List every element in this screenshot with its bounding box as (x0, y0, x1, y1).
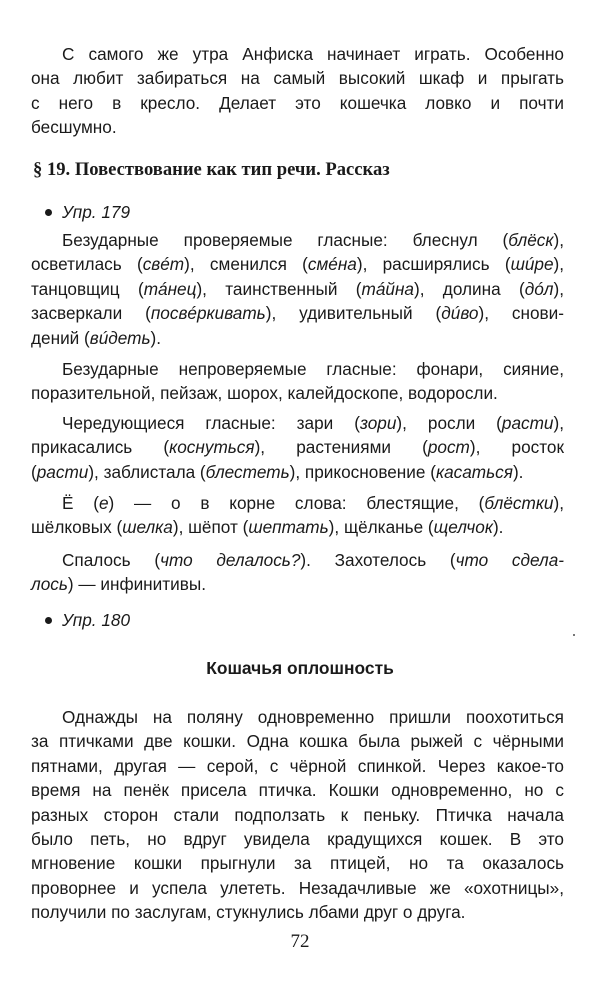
example-word: зори (359, 413, 397, 433)
text-line: за птичками две кошки. Одна кошка была рыжей с чёрными (31, 731, 564, 752)
text-run: ) — о в корне слова: блестящие, ( (108, 493, 485, 513)
answer-paragraph-yo (31, 491, 564, 540)
text-run: ). Захотелось ( (300, 550, 456, 570)
intro-paragraph (31, 42, 564, 140)
text-line (31, 548, 564, 572)
text-run: ), щёлканье ( (328, 517, 434, 538)
example-word: щелчок (433, 517, 493, 538)
story-paragraph (31, 705, 564, 925)
text-line (31, 228, 564, 252)
text-run: ), (553, 254, 565, 275)
text-line (31, 435, 564, 459)
text-run: ), таинственный ( (196, 278, 362, 299)
text-run: ), растениями ( (254, 437, 428, 458)
text-line (31, 252, 564, 276)
page-number: 72 (290, 931, 310, 952)
text-line: пятнами, другая — серой, с чёрной спинкой. Через какое-то (31, 755, 564, 776)
text-run: ), шёпот ( (172, 517, 249, 538)
text-run: поразительной, пейзаж, шорох, калейдоскопе, водоросли. (31, 383, 498, 404)
example-word: тáйна (361, 278, 414, 299)
text-line: бесшумно. (31, 117, 117, 138)
example-word: лось (31, 574, 68, 595)
text-run: ). (492, 517, 504, 538)
text-run: ), заблистала ( (88, 461, 206, 482)
story-title: Кошачья оплошность (206, 658, 394, 678)
text-run: ), долина ( (413, 278, 525, 299)
text-run: ), росток (469, 437, 564, 458)
answer-paragraph-unchecked-vowels (31, 357, 564, 406)
text-line (31, 460, 564, 484)
text-run: ), (553, 230, 564, 250)
text-line (31, 326, 564, 350)
text-line (31, 491, 564, 515)
text-run: ), (553, 278, 564, 299)
text-run: Безударные непроверяемые гласные: фонари, сияние, (62, 359, 564, 379)
answer-paragraph-checked-vowels (31, 228, 564, 350)
text-line: разных сторон стали подползать к пеньку. Птичка начала (31, 804, 564, 825)
text-line: получили по заслугам, стукнулись лбами друг о друга. (31, 902, 466, 923)
text-run: ), снови- (478, 303, 564, 324)
example-word: вúдеть (89, 327, 151, 348)
text-line (31, 357, 564, 381)
section-heading: § 19. Повествование как тип речи. Рассказ (33, 159, 390, 180)
example-word: расти (501, 413, 554, 433)
example-word: что делалось? (160, 550, 301, 570)
text-line (31, 515, 564, 539)
text-line: Однажды на поляну одновременно пришли поохотиться (62, 707, 564, 727)
text-line (31, 277, 564, 301)
text-run: ). (512, 461, 524, 482)
text-run: Безударные проверяемые гласные: блеснул ( (62, 230, 509, 250)
text-line: она любит забираться на самый высокий шкаф и прыгать (31, 68, 564, 89)
text-line: с него в кресло. Делает это кошечка ловко и почти (31, 92, 564, 113)
exercise-label: Упр. 179 (62, 202, 131, 222)
example-word: блёстки (484, 493, 554, 513)
example-word: тáнец (143, 278, 197, 299)
text-run: ) — инфинитивы. (67, 574, 207, 595)
example-word: рост (427, 437, 470, 458)
text-line: мгновение кошки прыгнули за птицей, но та оказалось (31, 853, 564, 874)
text-run: ), (553, 493, 564, 513)
text-line (31, 301, 564, 325)
example-word: шептать (248, 517, 329, 538)
example-word: дúво (441, 303, 479, 324)
example-word: посвéркивать (150, 303, 266, 324)
text-run: ), росли ( (396, 413, 502, 433)
example-word: что сдела- (455, 550, 564, 570)
example-word: шелка (122, 517, 173, 538)
answer-paragraph-alternating-vowels (31, 411, 564, 484)
text-run: ), удивительный ( (265, 303, 442, 324)
text-run: шёлковых ( (31, 517, 123, 538)
exercise-label: Упр. 180 (62, 610, 131, 630)
text-run: засверкали ( (31, 303, 151, 324)
example-word: свéт (142, 254, 185, 275)
text-run: ). (150, 327, 162, 348)
example-word: е (98, 493, 109, 513)
text-run: Чередующиеся гласные: зари ( (62, 413, 360, 433)
text-line: было петь, но вдруг увидела крадущихся кошек. В это (31, 829, 564, 850)
text-run: танцовщиц ( (31, 278, 144, 299)
bullet-icon (45, 209, 52, 216)
text-run: дений ( (31, 327, 90, 348)
example-word: блёск (508, 230, 554, 250)
text-run: Ё ( (62, 493, 99, 513)
text-run: ), сменился ( (184, 254, 308, 275)
text-run: ), (553, 413, 564, 433)
text-run: ), прикосновение ( (289, 461, 436, 482)
example-word: касаться (435, 461, 513, 482)
answer-paragraph-infinitives (31, 548, 564, 597)
text-run: ), расширялись ( (356, 254, 511, 275)
text-line (31, 572, 564, 596)
example-word: блестеть (205, 461, 290, 482)
text-line: время на пенёк присела птичка. Кошки одновременно, но с (31, 780, 564, 801)
text-line: С самого же утра Анфиска начинает играть. Особенно (62, 44, 564, 64)
text-run: прикасались ( (31, 437, 170, 458)
text-line (31, 381, 564, 405)
example-word: смéна (307, 254, 357, 275)
example-word: дóл (524, 278, 554, 299)
text-run: Спалось ( (62, 550, 161, 570)
example-word: расти (36, 461, 89, 482)
example-word: шúре (510, 254, 554, 275)
print-speck (573, 634, 575, 636)
text-run: осветилась ( (31, 254, 143, 275)
example-word: коснуться (169, 437, 255, 458)
text-line: проворнее и успела улететь. Незадачливые же «охотницы», (31, 877, 564, 898)
text-line (31, 411, 564, 435)
exercise-marker-179 (45, 200, 130, 224)
exercise-marker-180 (45, 608, 130, 632)
bullet-icon (45, 617, 52, 624)
text-run: ( (31, 461, 37, 482)
